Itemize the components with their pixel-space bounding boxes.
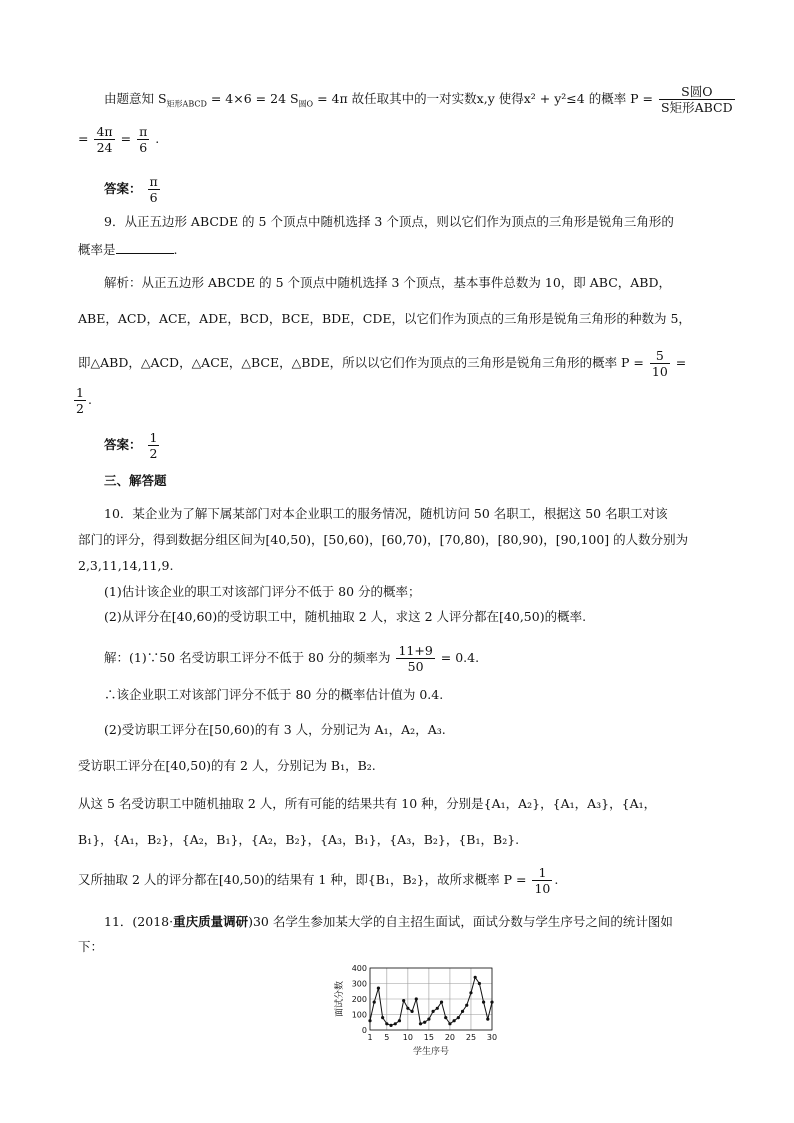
x-tick-label: 25 (465, 1033, 477, 1042)
sol10-frac2-num: 1 (532, 865, 552, 881)
answer-blank (116, 241, 174, 254)
data-point (394, 1022, 397, 1025)
q11-line1-b: )30 名学生参加某大学的自主招生面试，面试分数与学生序号之间的统计图如 (248, 914, 673, 929)
data-point (385, 1022, 388, 1025)
p1-text-c: = 4π 故任取其中的一对实数x,y 使得x² + y²≤4 的概率 P = (313, 91, 654, 106)
sol10-line2: ∴该企业职工对该部门评分不低于 80 分的概率估计值为 0.4. (104, 687, 444, 702)
sol9-line4 (72, 385, 92, 416)
answer-9-fraction (148, 430, 160, 461)
y-tick-label: 0 (361, 1026, 367, 1035)
p1-fraction (659, 84, 735, 115)
data-point (410, 1010, 413, 1013)
q9-line1: 9．从正五边形 ABCDE 的 5 个顶点中随机选择 3 个顶点，则以它们作为顶点的三角形是锐角三角形的 (104, 214, 674, 229)
data-point (427, 1018, 430, 1021)
x-tick-label: 30 (486, 1033, 498, 1042)
data-point (461, 1010, 464, 1013)
x-tick-label: 15 (423, 1033, 434, 1042)
sol10-line4: 受访职工评分在[40,50)的有 2 人，分别记为 B₁，B₂. (78, 758, 376, 773)
sol9-frac-num: 5 (650, 348, 670, 364)
sol10-line3: (2)受访职工评分在[50,60)的有 3 人，分别记为 A₁，A₂，A₃. (104, 722, 446, 737)
sol10-frac2-den: 10 (534, 881, 551, 896)
data-point (423, 1021, 426, 1024)
sol9-frac2-den: 2 (76, 401, 84, 416)
data-point (406, 1007, 409, 1010)
answer-9-den: 2 (149, 446, 158, 461)
data-point (478, 982, 481, 985)
q9-line2 (78, 241, 178, 259)
data-point (469, 991, 472, 994)
sol9-frac2 (74, 385, 86, 416)
q9-line2-suffix: . (173, 242, 178, 257)
p1-frac-num: S圆O (659, 84, 735, 100)
sol10-line1 (104, 643, 479, 674)
data-point (398, 1019, 401, 1022)
q10-line3: 2,3,11,14,11,9. (78, 558, 174, 573)
x-tick-label: 1 (367, 1033, 373, 1042)
data-point (436, 1007, 439, 1010)
sol9-frac-den: 10 (651, 364, 668, 379)
data-point (465, 1004, 468, 1007)
sol10-line5: 从这 5 名受访职工中随机抽取 2 人，所有可能的结果共有 10 种，分别是{A₁，A₂}，{A₁，A₃}，{A₁， (78, 796, 657, 811)
data-point (453, 1019, 456, 1022)
sol10-line6: B₁}，{A₁，B₂}，{A₂，B₁}，{A₂，B₂}，{A₃，B₁}，{A₃，B₂}，{B₁，B₂}. (78, 832, 520, 847)
data-point (381, 1016, 384, 1019)
y-axis-label: 面试分数 (335, 980, 345, 1018)
section-heading: 三、解答题 (104, 473, 167, 488)
p1-cont-num: 4π (96, 124, 113, 139)
answer-9-num: 1 (149, 430, 158, 445)
answer-9 (104, 430, 161, 461)
data-point (377, 987, 380, 990)
answer-8-den: 6 (149, 190, 158, 205)
sol10-line7-prefix: 又所抽取 2 人的评分都在[40,50)的结果有 1 种，即{B₁，B₂}，故所求概率 P = (78, 872, 527, 887)
sol10-frac-num: 11+9 (398, 643, 433, 658)
p1-cont-frac1 (94, 124, 114, 155)
series-line (370, 977, 492, 1025)
data-point (432, 1010, 435, 1013)
q10-part2: (2)从评分在[40,60)的受访职工中，随机抽取 2 人，求这 2 人评分都在[40,50)的概率. (104, 609, 587, 624)
q9-line2-prefix: 概率是 (78, 242, 116, 257)
sol9-frac (650, 348, 670, 379)
q11-line2: 下： (78, 939, 104, 954)
p1-frac-den: S矩形ABCD (661, 100, 733, 115)
p1-cont-frac2 (137, 124, 149, 155)
sol10-frac-den: 50 (407, 659, 424, 674)
p1-cont-num2: π (139, 124, 148, 139)
score-line-chart (330, 960, 500, 1060)
sol10-line1-prefix: 解：(1)∵50 名受访职工评分不低于 80 分的频率为 (104, 650, 391, 665)
sol9-line2: ABE，ACD，ACE，ADE，BCD，BCE，BDE，CDE，以它们作为顶点的三角形是锐角三角形的种数为 5， (78, 311, 691, 326)
data-point (368, 1019, 371, 1022)
q11-line1 (104, 913, 673, 931)
p1-line (104, 84, 737, 115)
answer-8-label: 答案： (104, 181, 142, 196)
x-tick-label: 10 (402, 1033, 413, 1042)
data-point (482, 1001, 485, 1004)
p1-continuation (78, 124, 159, 155)
p1-sub-circle: 圆O (298, 99, 314, 109)
sol9-frac2-num: 1 (76, 385, 84, 400)
sol9-line4-end: . (87, 392, 92, 407)
x-tick-label: 20 (444, 1033, 456, 1042)
sol10-line7 (78, 865, 558, 896)
data-point (486, 1018, 489, 1021)
y-tick-label: 100 (351, 1010, 367, 1020)
data-point (457, 1016, 460, 1019)
sol10-line7-end: . (554, 872, 559, 887)
answer-8-fraction (148, 174, 160, 205)
q10-line2: 部门的评分，得到数据分组区间为[40,50)，[50,60)，[60,70)，[70,80)，[80,90)，[90,100] 的人数分别为 (78, 532, 689, 547)
p1-cont-eq: = (120, 131, 132, 146)
p1-text-a: 由题意知 S (104, 91, 167, 106)
data-point (419, 1022, 422, 1025)
sol9-line3-text: 即△ABD，△ACD，△ACE，△BCE，△BDE，所以以它们作为顶点的三角形是锐角三角形的概率 P = (78, 355, 644, 370)
sol10-frac2 (532, 865, 552, 896)
answer-8-num: π (149, 174, 158, 189)
p1-cont-den2: 6 (139, 140, 148, 155)
y-tick-label: 300 (351, 979, 367, 989)
data-point (490, 1001, 493, 1004)
p1-sub-rect: 矩形ABCD (166, 99, 207, 109)
data-point (440, 1001, 443, 1004)
data-point (444, 1016, 447, 1019)
q10-line1: 10．某企业为了解下属某部门对本企业职工的服务情况，随机访问 50 名职工，根据这 50 名职工对该 (104, 506, 668, 521)
data-point (373, 1001, 376, 1004)
data-point (448, 1022, 451, 1025)
data-point (474, 976, 477, 979)
y-tick-label: 400 (351, 964, 367, 973)
p1-cont-prefix: = (78, 131, 89, 146)
x-tick-label: 5 (384, 1033, 390, 1042)
p1-cont-end: . (155, 131, 160, 146)
sol10-line1-suffix: = 0.4. (440, 650, 480, 665)
p1-text-b: = 4×6 = 24 S (206, 91, 299, 106)
q11-source: 重庆质量调研 (173, 914, 249, 929)
sol9-line3-eq: = (675, 355, 687, 370)
sol9-line1: 解析：从正五边形 ABCDE 的 5 个顶点中随机选择 3 个顶点，基本事件总数为 10，即 ABC，ABD， (104, 275, 671, 290)
x-axis-label: 学生序号 (412, 1047, 450, 1057)
sol9-line3 (78, 348, 686, 379)
answer-9-label: 答案： (104, 437, 142, 452)
q11-line1-a: 11．(2018· (104, 914, 174, 929)
y-tick-label: 200 (351, 995, 367, 1004)
data-point (415, 997, 418, 1000)
data-point (389, 1024, 392, 1027)
q10-part1: (1)估计该企业的职工对该部门评分不低于 80 分的概率； (104, 584, 421, 599)
data-point (402, 999, 405, 1002)
answer-8 (104, 174, 162, 205)
sol10-frac (396, 643, 434, 674)
p1-cont-den: 24 (96, 140, 113, 155)
